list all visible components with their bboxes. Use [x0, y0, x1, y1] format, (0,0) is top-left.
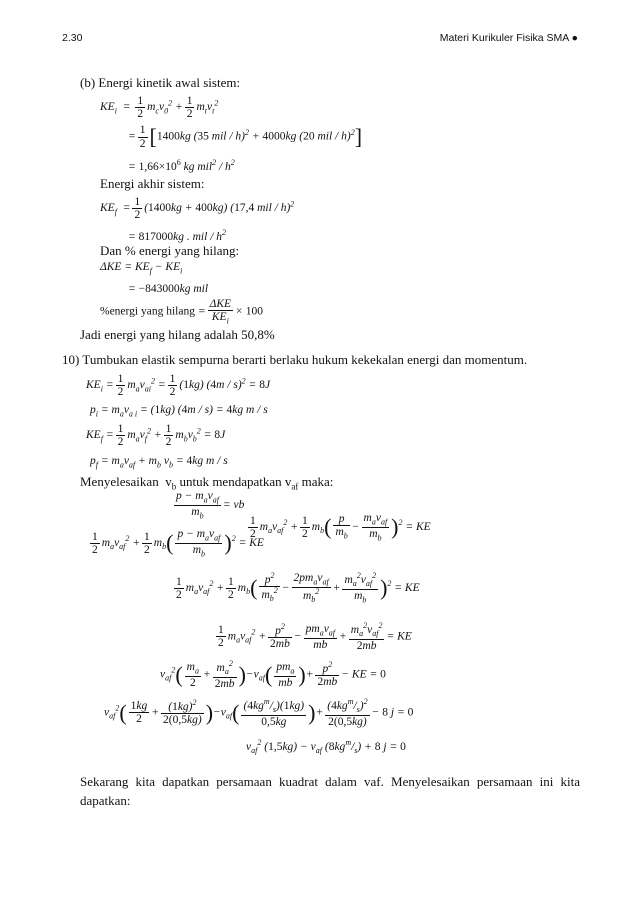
equation-delta-ke-result: = −843000kg mil — [128, 283, 209, 295]
part-b-heading: (b) Energi kinetik awal sistem: — [80, 75, 241, 90]
equation-10-p-initial: $p_i = m_av_{a i} = (1kg)$ (4m / s) = 4kg m / s — [90, 404, 268, 419]
equation-ke-initial-result: = $1,66\times 10^6$ kg $mil^2 / h^2$ — [128, 158, 235, 173]
equation-ke-final-result: = 817000kg . mil / $h^2$ — [128, 228, 227, 243]
equation-vb-solve: $\frac{p - m_av_{af}}{m_b}$ = vb — [176, 490, 245, 520]
energy-loss-label: Dan % energi yang hilang: — [100, 243, 240, 258]
book-title: Materi Kurikuler Fisika SMA ● — [439, 32, 578, 44]
equation-ke-initial: $KE_i$ = $\frac{1}{2}$ $m_cv_0^2$ + $\frac{1}{2}$ $m_tv_t^2$ — [100, 95, 219, 121]
equation-quadratic-values: $v_{af}^2$( $\frac{1kg}{2}$ + $\frac{(1kg)^2}{2(0,5kg)}$ )$-v_{af}$( $\frac{(4kg^m/_s)(1kg)}{0,5kg}$ )+ $\frac{(4kg^m/_s)^2}{2(0,5kg)}$ − 8 j = 0 — [104, 697, 414, 728]
equation-ke-simplify: $\frac{1}{2}$ $m_av_{af}^2$ + $\frac{p^2}{2mb}$ − $\frac{pm_av_{af}}{mb}$ + $\frac{m_a^2v_{af}^2}{2mb}$ = KE — [218, 621, 412, 652]
equation-ke-expand: $\frac{1}{2}$ $m_av_{af}^2$ + $\frac{1}{2}$ $m_b$( $\frac{p^2}{m_b^2}$ − $\frac{2pm_av_{af}}{m_b^2}$ + $\frac{m_a^2v_{af}^2}{m_b}$ )$^2$ = KE — [176, 571, 420, 604]
equation-quadratic-form: $v_{af}^2$( $\frac{m_a}{2}$ + $\frac{m_a^2}{2mb}$ )$-v_{af}$( $\frac{pm_a}{mb}$ )+ $\frac{p^2}{2mb}$ − KE = 0 — [160, 659, 386, 690]
solve-label: Menyelesaikan $v_b$ untuk mendapatkan $v_{af}$ maka: — [80, 474, 334, 492]
equation-ke-substitute-2: $\frac{1}{2}$ $m_av_{af}^2$ + $\frac{1}{2}$ $m_b$( $\frac{p - m_av_{af}}{m_b}$ )$^2$ = KE — [92, 528, 264, 558]
equation-10-ke-initial: $KE_i$ = $\frac{1}{2}$ $m_av_{ai}^2$ = $\frac{1}{2}$ (1kg) (4m / s)$^2$ = 8J — [86, 373, 271, 399]
part-b-conclusion: Jadi energi yang hilang adalah 50,8% — [80, 327, 275, 342]
problem-10-intro: 10) Tumbukan elastik sempurna berarti berlaku hukum kekekalan energi dan momentum. — [62, 352, 528, 367]
equation-percent-loss: %energi yang hilang = $\frac{\text{ΔKE}}{KE_i}$ × 100 — [100, 298, 263, 326]
final-energy-label: Energi akhir sistem: — [100, 176, 205, 191]
equation-ke-substitute-1: $\frac{1}{2}$ $m_av_{af}^2$ + $\frac{1}{2}$ $m_b$( $\frac{p}{m_b}$ − $\frac{m_av_{af}}{m_b}$ )$^2$ = KE — [250, 512, 431, 542]
equation-10-ke-final: $KE_f$ = $\frac{1}{2}$ $m_av_f^2$ + $\frac{1}{2}$ $m_bv_b^2 = 8J$ — [86, 423, 226, 449]
equation-ke-final: $KE_f$ = $\frac{1}{2}$ (1400kg + 400kg) (17,4 mil / h)$^2$ — [100, 196, 295, 222]
equation-10-p-final: $p_f = m_av_{af} + m_b$ $v_b = 4kg$ m / s — [90, 455, 228, 470]
quadratic-solution-text: Sekarang kita dapatkan persamaan kuadrat dalam vaf. Menyelesaikan persamaan ini kita dapatkan: — [80, 774, 580, 808]
equation-ke-initial-values: = $\frac{1}{2}$ [1400kg (35 mil / h)$^2$ + 4000kg (20 mil / h)$^2$] — [128, 124, 363, 150]
equation-quadratic-numeric: $v_{af}^2$ $(1,5kg) - v_{af}$ $(8kg^m/_s) + 8$ j = 0 — [246, 738, 406, 756]
page-number: 2.30 — [62, 32, 83, 44]
equation-delta-ke: $\Delta KE = KE_f - KE_i$ — [100, 261, 183, 276]
